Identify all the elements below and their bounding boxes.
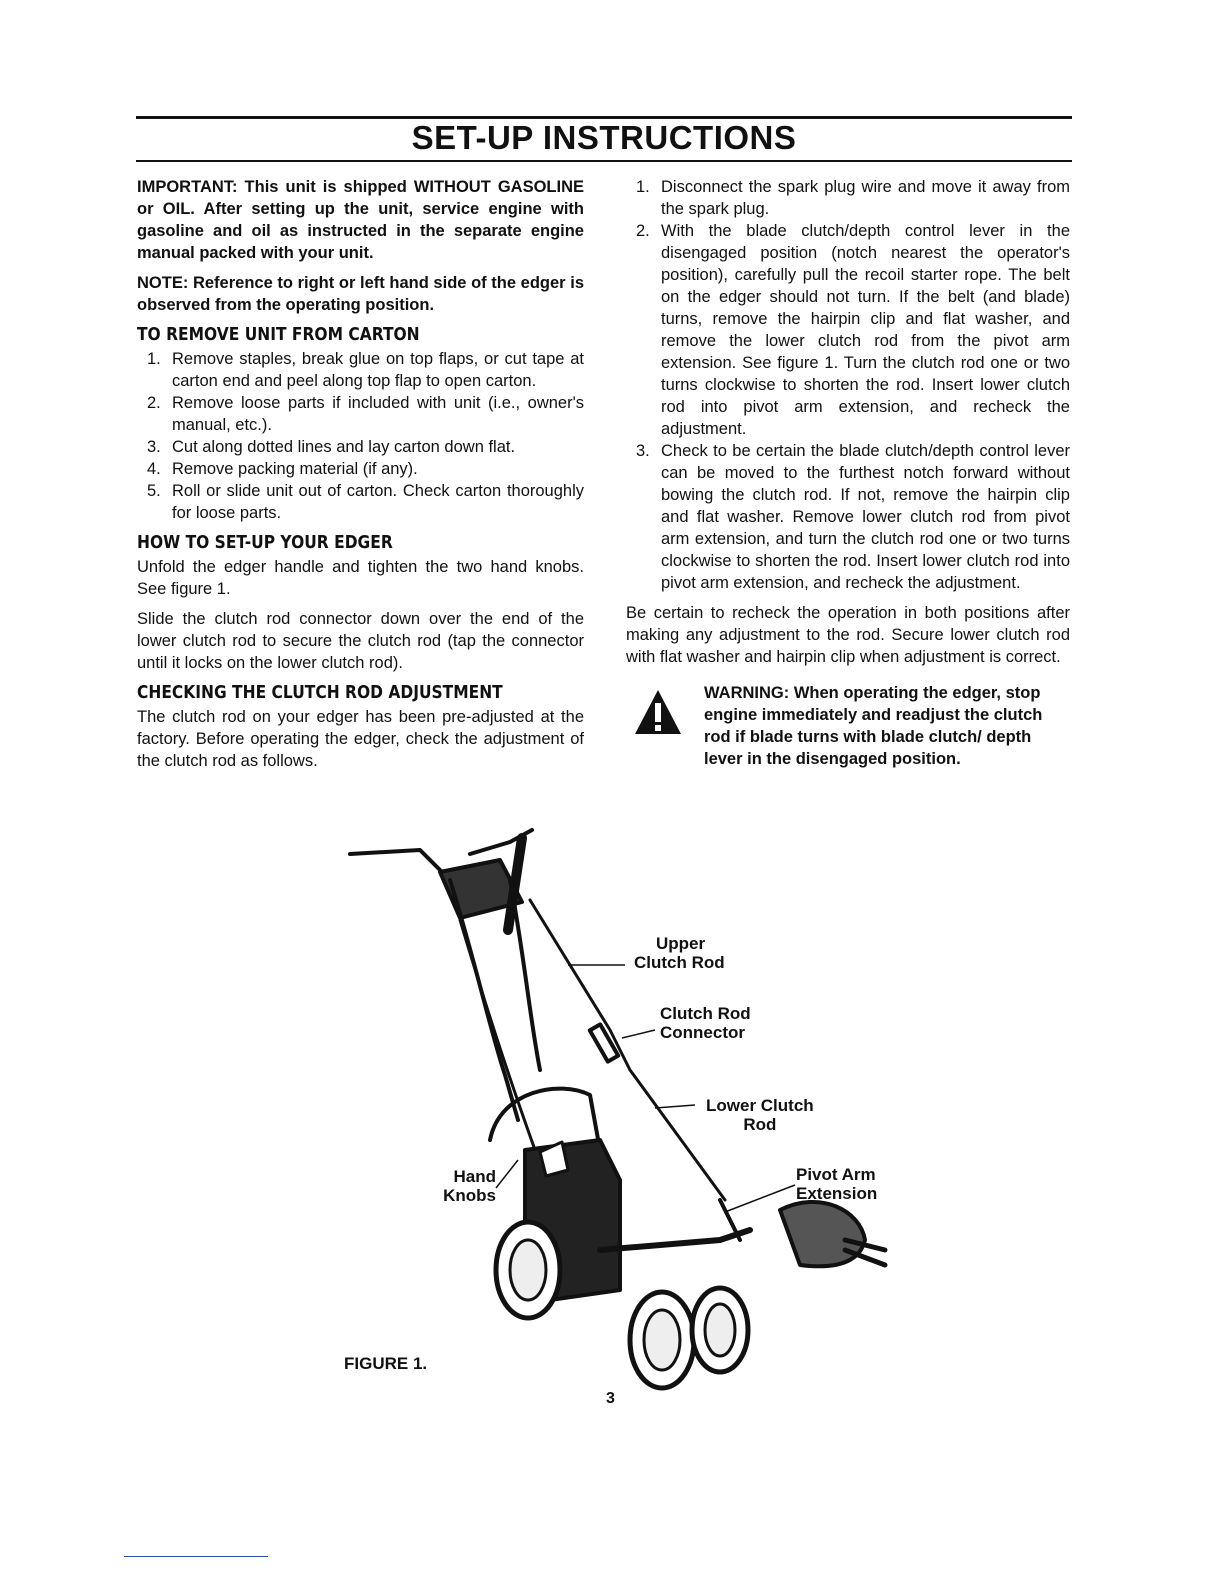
left-column xyxy=(137,176,584,780)
connector-leader xyxy=(622,1030,655,1038)
hand-knobs-leader xyxy=(496,1160,518,1188)
remove-carton-steps xyxy=(137,348,584,524)
edger-illustration xyxy=(300,820,920,1400)
blade-housing xyxy=(780,1202,865,1266)
list-item: 3. Check to be certain the blade clutch/depth control lever can be moved to the furthest notch forward without bowing the clutch rod. If not, remove the hairpin clip and flat washer. Remove lower clutch rod from pivot arm extension, and turn the clutch rod one or two turns clockwise to shorten the rod. Insert lower clutch rod into pivot arm extension, and recheck the adjustment. xyxy=(636,442,1070,592)
setup-paragraph-1: Unfold the edger handle and tighten the two hand knobs. See figure 1. xyxy=(137,558,584,598)
label-lower-clutch-rod: Lower Clutch Rod xyxy=(706,1096,814,1134)
list-item: 1. Disconnect the spark plug wire and move it away from the spark plug. xyxy=(636,178,1070,218)
list-item: 5. Roll or slide unit out of carton. Check carton thoroughly for loose parts. xyxy=(147,482,584,522)
list-item: 4. Remove packing material (if any). xyxy=(147,460,418,478)
warning-text: WARNING: When operating the edger, stop engine immediately and readjust the clutch rod if blade turns with blade clutch/ depth lever in the disengaged position. xyxy=(704,684,1043,768)
setup-edger-heading: HOW TO SET-UP YOUR EDGER xyxy=(137,532,393,553)
clutch-rod-connector xyxy=(590,1024,618,1061)
left-handle-grip xyxy=(350,850,450,880)
page-title: SET-UP INSTRUCTIONS xyxy=(411,119,797,156)
frame-arm xyxy=(600,1230,750,1250)
right-column xyxy=(626,176,1070,770)
warning-triangle-icon xyxy=(634,688,682,736)
label-upper-clutch-rod: Upper Clutch Rod xyxy=(634,934,725,972)
title-rule-bottom xyxy=(136,160,1072,162)
clutch-lever xyxy=(508,838,522,930)
list-item: 1. Remove staples, break glue on top flaps, or cut tape at carton end and peel along top flap to open carton. xyxy=(147,350,584,390)
label-hand-knobs: Hand Knobs xyxy=(443,1167,496,1205)
lower-clutch-leader xyxy=(655,1105,695,1108)
remove-carton-heading: TO REMOVE UNIT FROM CARTON xyxy=(137,324,420,345)
list-item: 2. Remove loose parts if included with unit (i.e., owner's manual, etc.). xyxy=(147,394,584,434)
figure-caption: FIGURE 1. xyxy=(344,1354,428,1373)
list-item: 3. Cut along dotted lines and lay carton down flat. xyxy=(147,438,516,456)
label-clutch-rod-connector: Clutch Rod Connector xyxy=(660,1004,751,1042)
footer-rule xyxy=(124,1556,268,1557)
orientation-note: NOTE: Reference to right or left hand side of the edger is observed from the operating position. xyxy=(137,274,584,314)
warning-block xyxy=(626,682,1070,770)
check-clutch-heading: CHECKING THE CLUTCH ROD ADJUSTMENT xyxy=(137,682,503,703)
label-pivot-arm-extension: Pivot Arm Extension xyxy=(796,1165,878,1203)
check-clutch-paragraph: The clutch rod on your edger has been pre-adjusted at the factory. Before operating the edger, check the adjustment of the clutch rod as follows. xyxy=(137,708,584,770)
page-number: 3 xyxy=(606,1390,615,1407)
list-item: 2. With the blade clutch/depth control lever in the disengaged position (notch nearest the operator's position), carefully pull the recoil starter rope. The belt on the edger should not turn. If the belt (and blade) turns, remove the hairpin clip and flat washer, and remove the lower clutch rod from the pivot arm extension. See figure 1. Turn the clutch rod one or two turns clockwise to shorten the rod. Insert lower clutch rod into pivot arm extension, and recheck the adjustment. xyxy=(636,222,1070,438)
important-note: IMPORTANT: This unit is shipped WITHOUT GASOLINE or OIL. After setting up the unit, service engine with gasoline and oil as instructed in the separate engine manual packed with your unit. xyxy=(137,178,584,262)
recheck-paragraph: Be certain to recheck the operation in both positions after making any adjustment to the rod. Secure lower clutch rod with flat washer and hairpin clip when adjustment is correct. xyxy=(626,604,1070,666)
setup-paragraph-2: Slide the clutch rod connector down over the end of the lower clutch rod to secure the clutch rod (tap the connector until it locks on the lower clutch rod). xyxy=(137,610,584,672)
adjustment-steps xyxy=(626,176,1070,594)
